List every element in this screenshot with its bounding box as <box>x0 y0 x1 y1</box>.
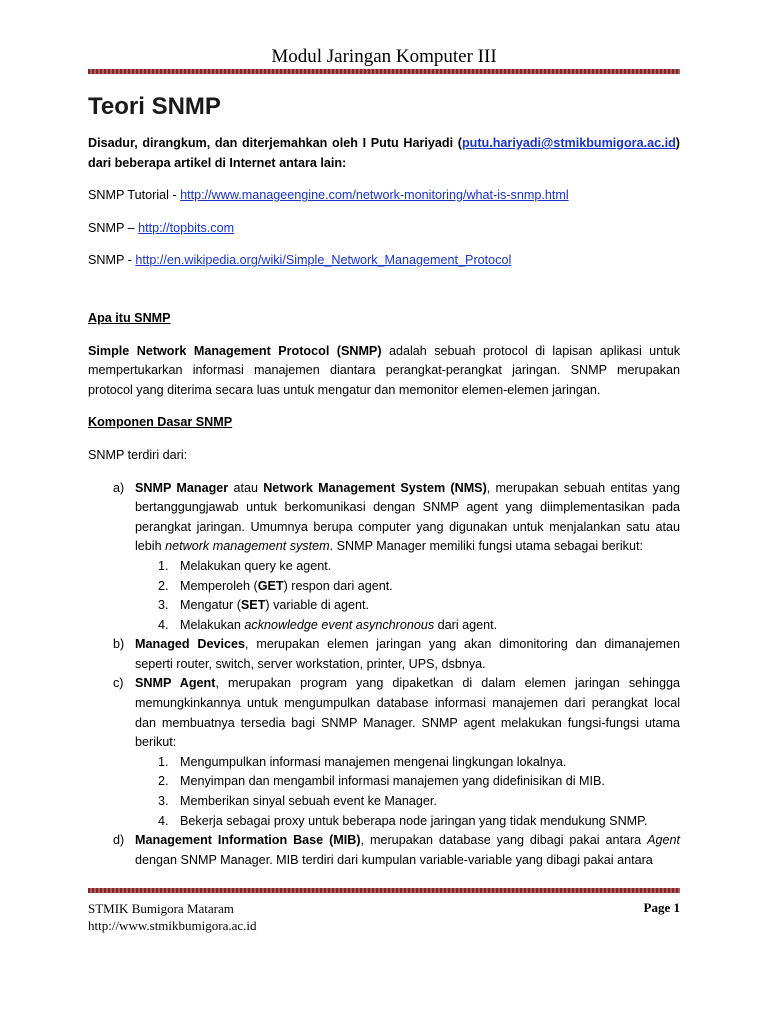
component-item-b <box>88 635 680 674</box>
reference-item <box>88 219 680 239</box>
agent-functions-list <box>135 753 680 831</box>
components-list <box>88 479 680 871</box>
term: Managed Devices <box>135 637 246 652</box>
item-bold: SET <box>240 598 266 613</box>
text: dengan SNMP Manager. MIB terdiri dari kumpulan variable-variable yang dibagi pakai antara <box>135 852 653 867</box>
item-text: Melakukan <box>180 617 245 632</box>
snmp-definition-paragraph <box>88 342 680 401</box>
text: , merupakan program yang dipaketkan di dalam elemen jaringan sehingga memungkinkannya untuk mengumpulkan database informasi manajemen dari perangkat local dan membuatnya tersedia bagi SNMP Manager. SNMP agent melakukan fungsi-fungsi utama berikut: <box>135 676 680 750</box>
text: , merupakan sebuah entitas yang bertanggungjawab untuk berkomunikasi dengan SNMP agent yang diimplementasikan pada perangkat jaringan. Umumnya berupa computer yang digunakan untuk menjalankan satu atau lebih <box>135 480 680 554</box>
component-item-a <box>88 479 680 636</box>
page-number: Page 1 <box>643 900 680 915</box>
item-label: a) <box>113 480 125 495</box>
text: , merupakan elemen jaringan yang akan dimonitoring dan dimanajemen seperti router, switch, server workstation, printer, UPS, dsbnya. <box>135 637 680 671</box>
list-item <box>135 596 680 616</box>
item-bold: GET <box>257 578 284 593</box>
item-text: Bekerja sebagai proxy untuk beberapa node jaringan yang tidak mendukung SNMP. <box>180 813 648 828</box>
reference-label: SNMP – <box>88 220 139 235</box>
item-text: Memperoleh ( <box>180 578 258 593</box>
section-heading-komponen: Komponen Dasar SNMP <box>88 415 233 430</box>
reference-item <box>88 251 680 271</box>
item-number: 2. <box>158 774 169 789</box>
intro-paragraph <box>88 134 680 173</box>
item-number: 1. <box>158 558 169 573</box>
term: SNMP Manager <box>135 480 229 495</box>
item-number: 3. <box>158 598 169 613</box>
snmp-definition-text: adalah sebuah protocol di lapisan aplikasi untuk mempertukarkan informasi manajemen diantara perangkat-perangkat jaringan. SNMP merupakan protocol yang diterima secara luas untuk mengatur dan memonitor elemen-elemen jaringan. <box>88 343 680 397</box>
item-number: 1. <box>158 754 169 769</box>
italic-term: Agent <box>647 833 680 848</box>
list-item <box>135 557 680 577</box>
document-title: Teori SNMP <box>88 93 221 120</box>
list-item <box>135 616 680 636</box>
reference-link[interactable]: http://topbits.com <box>138 220 235 235</box>
item-number: 4. <box>158 617 169 632</box>
manager-functions-list <box>135 557 680 635</box>
item-text: Mengumpulkan informasi manajemen mengenai lingkungan lokalnya. <box>180 754 567 769</box>
item-text: Menyimpan dan mengambil informasi manajemen yang didefinisikan di MIB. <box>180 774 605 789</box>
item-label: d) <box>113 833 125 848</box>
item-text: ) variable di agent. <box>265 598 370 613</box>
list-item <box>135 792 680 812</box>
list-item <box>135 772 680 792</box>
item-number: 2. <box>158 578 169 593</box>
text: , merupakan database yang dibagi pakai antara <box>360 833 648 848</box>
reference-link[interactable]: http://en.wikipedia.org/wiki/Simple_Network_Management_Protocol <box>135 253 512 268</box>
footer-divider <box>88 888 680 893</box>
reference-link[interactable]: http://www.manageengine.com/network-monitoring/what-is-snmp.html <box>180 188 569 203</box>
footer-url[interactable]: http://www.stmikbumigora.ac.id <box>88 918 257 933</box>
item-label: b) <box>113 637 125 652</box>
text: atau <box>228 480 264 495</box>
item-text: ) respon dari agent. <box>283 578 393 593</box>
footer-org: STMIK Bumigora Mataram <box>88 901 234 916</box>
reference-item <box>88 186 680 206</box>
component-item-d <box>88 831 680 870</box>
item-label: c) <box>113 676 124 691</box>
item-text: dari agent. <box>434 617 498 632</box>
italic-term: network management system <box>165 539 330 554</box>
term: SNMP Agent <box>135 676 216 691</box>
item-text: Memberikan sinyal sebuah event ke Manager. <box>180 794 437 809</box>
components-lead: SNMP terdiri dari: <box>88 447 188 462</box>
page-header-title: Modul Jaringan Komputer III <box>271 46 497 67</box>
reference-label: SNMP Tutorial - <box>88 188 181 203</box>
item-text: Mengatur ( <box>180 598 241 613</box>
item-number: 4. <box>158 813 169 828</box>
term: Management Information Base (MIB) <box>135 833 361 848</box>
document-body <box>88 134 680 870</box>
snmp-term: Simple Network Management Protocol (SNMP) <box>88 343 382 358</box>
header-divider <box>88 69 680 74</box>
component-item-c <box>88 674 680 831</box>
list-item <box>135 753 680 773</box>
list-item <box>135 577 680 597</box>
item-text: Melakukan query ke agent. <box>180 558 332 573</box>
section-heading-apa-itu-snmp: Apa itu SNMP <box>88 310 171 325</box>
list-item <box>135 812 680 832</box>
intro-text-1: Disadur, dirangkum, dan diterjemahkan oleh I Putu Hariyadi ( <box>88 136 462 150</box>
term: Network Management System (NMS) <box>263 480 487 495</box>
intro-text-2: ) dari beberapa artikel di Internet antara lain: <box>88 136 680 170</box>
reference-label: SNMP - <box>88 253 136 268</box>
author-email-link[interactable]: putu.hariyadi@stmikbumigora.ac.id <box>461 136 676 150</box>
text: . SNMP Manager memiliki fungsi utama sebagai berikut: <box>329 539 643 554</box>
item-number: 3. <box>158 794 169 809</box>
footer-left <box>88 900 257 934</box>
item-italic: acknowledge event asynchronous <box>244 617 435 632</box>
